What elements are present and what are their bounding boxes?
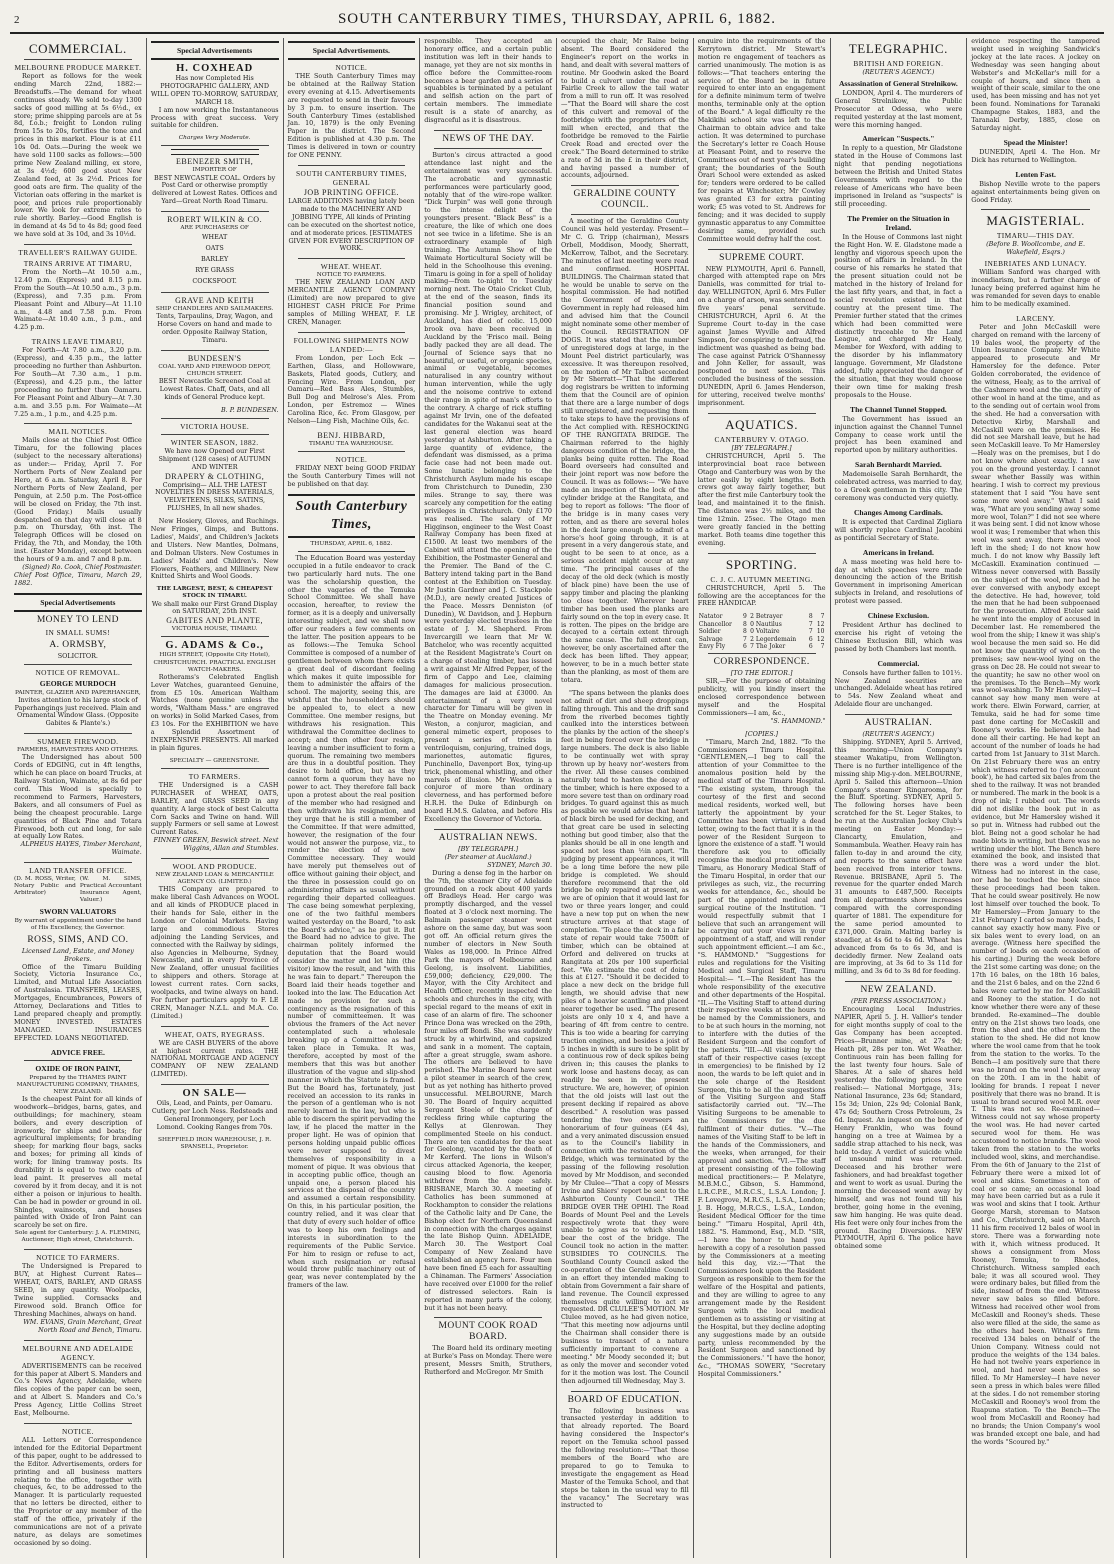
spead-heading: Spead the Minister! xyxy=(1003,137,1068,147)
handicap-weight: 7 xyxy=(820,613,825,621)
ross-text: Office of the Timaru Building Society, Victoria Insurance Co., Limited, and Mutual Life Association of Australasia. TRANSFERS, LEASES, Mortgages, Encumbrances, Powers of Attorney, Declarations and Titles to Land prepared cheaply and promptly. MONEY INVESTED. ESTATES MANAGED. INSURANCES EFFECTED. LOANS NEGOTIATED. xyxy=(14,962,142,1042)
column-3 xyxy=(284,38,421,1558)
paper-date: THURSDAY, APRIL 6, 1882. xyxy=(310,540,393,547)
handicap-weight: 7 xyxy=(808,620,813,628)
supreme-text: NEW PLYMOUTH, April 6. Pannell, charged with attempted rape on Mrs Daniells, was committed for trial to-day. WELLINGTON, April 6. Mrs Fuller on a charge of arson, was sentenced to five years' penal servitude. CHRISTCHURCH, April 6. At the Supreme Court to-day in the case against James Wyville and Alfred Simpson, for conspiring to defraud, the indictment was quashed as being bad. The case against Patrick O'Shannessy and John Keller, for assault, was postponed to next session. This concluded the business of the session. DUNEDIN, April 6. James Henderson, for uttering, received twelve months' imprisonment. xyxy=(697,264,826,407)
to-farmers-heading: TO FARMERS. xyxy=(188,771,241,781)
farmers-signature: WM. EVANS, Grain Merchant, Great North Road and Bench, Timaru. xyxy=(23,1317,142,1334)
wheat-text: THE NEW ZEALAND LOAN AND MERCANTILE AGENCY COMPANY (Limited) are now prepared to give HIGHEST CASH PRICE For Prime samples of Milling WHEAT, F. LE CREN, Manager. xyxy=(287,278,416,326)
ross-name: ROSS, SIMS, AND CO. xyxy=(27,934,129,945)
iron-agent: Sole agent for Canterbury: J. A. FLEMING, Auctioneer, High street, Christchurch. xyxy=(14,1230,141,1244)
education-text: The following business was transacted yesterday in addition to that already reported. The Board having considered the Inspector's report on the Temuka school passed the following resolution:—"That those members of the Board who are prepared to go to Temuka to investigate the engagement as Head Master of the Temuka School, and that steps be taken in the usual way to fill the vacancy." The Secretary was instructed to xyxy=(561,1406,689,1510)
bundesen-subheading: COAL YARD AND FIREWOOD DEPOT, CHURCH STREET. xyxy=(158,363,271,378)
handicap-weight: 9 xyxy=(742,613,747,621)
handicap-weight: 6 xyxy=(808,635,813,643)
land-right: (W. M. SIMS, Practical Accountant Insurance Agent, Valuer.) xyxy=(79,876,142,904)
telegraphic-sub: BRITISH AND FOREIGN. xyxy=(853,59,944,68)
coxhead-name: H. COXHEAD xyxy=(176,63,254,74)
wheat-oats-text: WE are CASH BUYERS of the above at highest current rates. THE NATIONAL MORTGAGE AND AGENCY COMPANY OF NEW ZEALAND (LIMITED). xyxy=(150,1038,279,1079)
handicap-row xyxy=(698,613,826,620)
on-sale-text: Oils, Lead, and Paints, per Oamaru. Cutlery, per Loch Ness. Redsteads and General Ironmongery, per Loch Lomond. Cooking Ranges from 70s. xyxy=(151,1099,278,1131)
handicap-weight: 6 xyxy=(742,643,747,650)
handicap-horse: Legerdemain xyxy=(755,635,797,643)
mail-heading: MAIL NOTICES. xyxy=(48,427,108,437)
wool-heading: WOOL AND PRODUCE. xyxy=(172,862,257,872)
commercial-heading: COMMERCIAL. xyxy=(28,41,127,56)
adams-body: Rotherams's Celebrated English Lever Watches, guaranteed Genuine, from £5 10s. American Waltham Watches (none genuine unless the words, "Waltham Mass." are engraved on works) in Solid Marked Cases, from £3 10s. For the EXHIBITION we have a Splendid Assortment of INEXPENSIVE PRESENTS. All marked in plain figures. xyxy=(150,672,279,752)
supreme-heading: SUPREME COURT. xyxy=(719,252,805,263)
trains-leave-text: For North—At 7.80 a.m., 3.20 p.m. (Express), and 4.35 p.m., the latter proceeding no further than Ashburton. For South—At 7.30 a.m., 1 p.m. (Express), and 4.25 p.m., the latter proceeding no further than Oamaru. For Pleasant Point and Albury—At 7.30 a.m. and 3.55 p.m. For Waimate—At 7.25 a.m., 1 p.m., and 4.25 p.m. xyxy=(14,346,142,418)
jobprint-heading: SOUTH CANTERBURY TIMES, GENERAL xyxy=(295,168,407,187)
correspondence-signature: "S. HAMMOND." xyxy=(770,716,826,725)
column-6 xyxy=(694,38,831,1558)
coxhead-text: Has now Completed His PHOTOGRAPHIC GALLERY, AND WILL OPEN TO-MORROW, SATURDAY, MARCH 18. xyxy=(150,74,279,106)
bundesen-heading: BUNDESEN'S xyxy=(187,353,242,363)
americans-text: A mass meeting was held here to-day at which speeches were made denouncing the action of the British Government in imprisoning American subjects in Ireland, and resolutions of protest were passed. xyxy=(834,557,963,606)
chinese-text: President Arthur has declined to exercise his right of vetoing the Chinese Exclusion Bill, which was passed by both Chambers last month. xyxy=(834,621,963,653)
education-heading: BOARD OF EDUCATION. xyxy=(567,1394,683,1405)
notice-text-3: THE South Canterbury Times may be obtained at the Railway Station every evening at 4.15. Advertisements are requested to send in their favours by 3 p.m. to ensure insertion. The South Canterbury Times (established Jan. 10, 1879) is the only Evening Paper in the district. The Second Edition is published at 4.30 p.m. The Times is delivered in town or country for ONE PENNY. xyxy=(287,72,416,160)
market-text: Report as follows for the week ending March 22nd, 1882:— Breadstuffs.—The demand for wheat continues steady. We sold to-day 1300 sacks of good milling at 5s 6½d., ex store; prime shipping parcels are at 5s 8d, f.o.b.; freight to London ruling from 15s to 20s, fortifies the tone and prices in this market. Flour is at £11 10s 0d. Oats.—During the week we have sold 1100 sacks as follows:—500 prime New Zealand milling, ex store, at 3s 4½d; 600 good stout New Zealand feed, at 3s 2½d. Prices for good oats are firm. The quality of the Victorian oats offering in the market is poor, and prices rule proportionably lower. We look for extreme rates to rule shortly. Barley.—Good English is in demand at 4s 5d to 4s 8d; good feed we have sold at 3s 10d, and 3s 10½d. xyxy=(14,72,142,239)
column-8 xyxy=(967,38,1104,1558)
smith-ornament xyxy=(171,149,259,155)
australian-heading: AUSTRALIAN. xyxy=(864,718,933,729)
lunacy-heading: INEBRIATES AND LUNACY. xyxy=(984,259,1087,269)
american-text: In reply to a question, Mr Gladstone stated in the House of Commons last night that pending negotiations between the British and United States Governments with regard to the release of Americans who have been imprisoned in Ireland as "suspects" is still proceeding. xyxy=(834,144,963,208)
paper-title-banner xyxy=(288,494,416,538)
firewood-heading: SUMMER FIREWOOD. xyxy=(37,737,119,747)
handicap-horse: Natator xyxy=(698,613,723,621)
coxhead-small: Charges Very Moderate. xyxy=(178,135,251,142)
correspondence-heading: CORRESPONDENCE. xyxy=(713,657,810,668)
winter-heading: WINTER SEASON, 1882. xyxy=(170,437,259,447)
bernhardt-text: Mademoiselle Sarah Bernhardt, the celebrated actress, was married to day, to a Greek gentleman in this city. The ceremony was conducted very quietly. xyxy=(834,470,963,502)
to-farmers-text: THE Undersigned is a CASH PURCHASER of WHEAT, OATS, BARLEY, and GRASS SEED in any quantity. A large stock of best Calcutta Corn Sacks and Twine on hand. Will supply Farmers or sell same at Lowest Current Rates. xyxy=(150,780,279,837)
handicap-weight: 7 xyxy=(820,643,825,650)
page-number: 2 xyxy=(14,14,20,26)
special-ads-heading-3: Special Advertisements. xyxy=(312,46,390,55)
road-board-text: The Board held its ordinary meeting at Burke's Pass on Monday. There were present, Messrs Smith, Struthers, Rutherford and McGregor. Mr Smith xyxy=(424,1344,553,1377)
valuers-heading: SWORN VALUATORS xyxy=(39,906,117,916)
aquatics-heading: AQUATICS. xyxy=(725,416,799,432)
wilkin-item: RYE GRASS xyxy=(195,266,234,275)
wilkin-item: OATS xyxy=(205,244,224,253)
handicap-horse: Envy Fly xyxy=(698,643,726,650)
iron-heading: OXIDE OF IRON PAINT, xyxy=(35,1063,121,1073)
mail-signature: (Signed) Ro. Cook, Chief Postmaster. xyxy=(22,562,142,571)
smith-name: EBENEZER SMITH, xyxy=(175,157,254,167)
premier-text: In the House of Commons last night the Right Hon. W. E. Gladstone made a lengthy and vigorous speech upon the position of affairs in Ireland. In the course of his remarks he stated that the present situation could not be matched in the history of Ireland for the last fifty years, and that, in fact a social revolution existed in that country at the present time. The Premier further stated that the crimes which had been committed were distinctly traceable to the Land League, and charged Mr Healy, Member for Wexford, with adding to the disorder by his inflammatory language. Government, Mr Gladstone added, fully appreciated the danger of the situation, that they would choose their own time for making fresh proposals to the House. xyxy=(834,232,963,399)
column-1 xyxy=(10,38,147,1558)
mail-office: Chief Post Office, Timaru, March 29, 1882. xyxy=(14,570,142,587)
jobprint-heading-2: JOB PRINTING OFFICE. xyxy=(303,187,399,197)
aquatics-sub: CANTERBURY V. OTAGO. xyxy=(714,434,809,444)
winter-text: We have now Opened our First Shipment (128 cases) of AUTUMN AND WINTER xyxy=(158,446,271,471)
commercial-news-heading: Commercial. xyxy=(877,658,920,668)
sporting-heading: SPORTING. xyxy=(725,556,798,572)
railway-heading: TRAVELLER'S RAILWAY GUIDE. xyxy=(18,248,138,258)
road-board-continued: occupied the chair, Mr Raine being absent. The Board considered the Engineer's report on the works in hand, and dealt with several matters of routine. Mr Goodwin asked the Board to build a culvert under the road at Fairlie Creek to allow the tail water from a mill to run off. It was resolved—"That the Board will share the cost of this culvert and removal of the footbridge with the proprietors of the mill when erected, and that the footbridge be removed to the Fairlie Creek Road and erected over the creek." The Board determined to strike a rate of 3d in the £ in their district, and having passed a number of accounts, adjourned. xyxy=(561,38,689,180)
ross-role: Licensed Land, Estate, and Money Brokers. xyxy=(21,946,134,963)
shipments-text: From London, per Loch Eck — Earthen, Glass, and Hollowware, Baskets, Plated goods, Cutlery, and Fencing Wire. From London, per Oamaru—Red Bass Ales, Stumbles, Bull Dog and Melrose's Ales. From London, per Estremoz — Wines Carolina Rice, &c. From Glasgow, per Nelson—Ling Fish, Machine Oils, &c. xyxy=(287,353,416,426)
handicap-row xyxy=(698,636,826,643)
bundesen-text: BEST Newcastle Screened Coal at Lowest Rates. Chaff, Oats, and all kinds of General Produce kept. xyxy=(158,377,271,401)
commercial-news-text: Consols have further fallen to 101½. New Zealand securities are unchanged. Adelaide wheat has retired to 54s. New Zealand wheat and Adelaide flour are unchanged. xyxy=(834,668,963,709)
adams-text: HIGH STREET, (Opposite City Hotel), CHRISTCHURCH. PRACTICAL ENGLISH WATCH-MAKERS. xyxy=(153,652,276,673)
handicap-weight: 10 xyxy=(816,628,825,636)
special-ads-heading: Special Advertisements xyxy=(40,597,116,607)
handicap-weight: 7 xyxy=(808,628,813,636)
drapery-items: Comprising— ALL THE LATEST NOVELTIES IN DRESS MATERIALS, VELVETEENS, SILKS, SATINS, PLUSHES, In all new shades. xyxy=(155,480,275,513)
sporting-sub: C. J. C. AUTUMN MEETING. xyxy=(710,574,813,584)
australian-news-sub: [BY TELEGRAPH.] xyxy=(458,845,519,853)
firewood-text: The Undersigned has about 500 Cords of EDGING, cut in 4ft lengths, which he can place on board Trucks, at Railway Station, Waimate, at 8s 6d per cord. This Wood is specially to recommend to Farmers, Harvesters, Bakers, and all consumers of Fuel as being the cheapest procurable. Large quantities of Black Pine and Totara Firewood, both cut and long, for sale at equally Low Rates. xyxy=(14,753,142,841)
premier-heading: The Premier on the Situation in Ireland. xyxy=(847,213,950,232)
bundesen-signature: B. P. BUNDESEN. xyxy=(220,405,279,414)
nz-text: Encouraging Local Industries. NAPIER, April 5. J. H. Vallier's tender for eight months supply of coal to the Gas Company has been accepted. Prices—Brunner mine, at 27s 9d; Heath pit, 28s per ton. Wet Weather. Continuous rain has been falling for the last twenty four hours. Sale of Shares. At a sale of shares held yesterday the following prices were realised:— National Mortgage, 31s; National Insurance, 23s 6d; Standard, 15s 3d; Union, 22s 9d; Colonial Bank, 47s 6d; Southern Cross Petroleum, 2s 6d. Inquest. An inquest on the body of Henry Franklin, who was found hanging on a tree at Waimea by a saddle strap attached to his neck, was held to-day. A verdict of suicide while of unsound mind was returned. Deceased and his brother were fashioners, and had breakfast together and went to work as usual. During the morning the deceased went away by himself, and was not found till his brother, going home in the evening, saw him hanging. He was quite dead. His feet were only four inches from the ground. Racing Diversions. NEW PLYMOUTH, April 6. The police have obtained some xyxy=(834,1005,963,1251)
iron-subheading: Prepared by the THAMES PAINT MANUFACTURING COMPANY, THAMES, NEW ZEALAND. xyxy=(16,1074,140,1095)
handicap-horse: Chancellor xyxy=(698,620,732,628)
magisterial-sub: TIMARU—THIS DAY. xyxy=(996,231,1075,241)
wilkin-item: WHEAT xyxy=(201,233,228,242)
road-board-heading: MOUNT COOK ROAD BOARD. xyxy=(438,1321,538,1343)
handicap-row xyxy=(698,621,826,628)
telegraphic-sub2: (REUTER'S AGENCY.) xyxy=(862,68,935,76)
on-sale-signature: SHEFFIELD IRON WAREHOUSE, J. R. SPANSELL, Proprietor. xyxy=(157,1136,272,1150)
newspaper-page xyxy=(10,6,1104,1558)
wool-subheading: NEW ZEALAND LOAN & MERCANTILE AGENCY CO. (LIMITED.) xyxy=(155,872,274,886)
geraldine-text-2: "The spans between the planks does not admit of dirt and sheep droppings falling through. This and the drift sand from the riverbed becomes tightly caulked into the interstices between the planks by the action of the sheep's feet in being forced over the bridge in large numbers. The deck is also liable to be continually wet with spray thrown up by heavy nor'-westers from the river. All these causes combined naturally tend to hasten the decay of the timber, which is here exposed to a more severe test than on ordinary road bridges. To guard against this as much as possible we would advise that heart of black birch be used for decking, and that great care be used in selecting nothing but good timber, also that the planks should be all in one length and spaced not less than ½in apart. "In judging by present appearances, it will be a long time before the new pile bridge is completed. We should therefore recommend that the old bridge be only repaired at present, as we are of opinion that it would last for two or three years longer, and could have a new top put on when the new structure arrives at that stage of completion. "To place the deck in a fair state of repair would take 7500ft of timber, which can be obtained at Orford and delivered on trucks at Rangitata at 20s per 100 superficial feet. "We estimate the cost of doing this at £127. "Should it be decided to place a new deck on the bridge full length, we should advise that new piles of a heavier scantling and placed nearer together be used. "The present joists are only 10 x 4, and have a bearing of 4ft from centre to centre. This is too wide a bearing for carrying traction engines, and besides a joist of 5 inches in width is sure to be split by a continuous row of deck spikes being driven in; this causes the planks to work loose and hastens decay, as can readily be seen in the present structure. We are, however, of opinion that the old joists will last out the present decking if repaired as above described." A resolution was passed tendering the two overseers an honorarium of four guineas (£4 4s), and a very animated discussion ensued as to the Council's liability in connection with the restoration of the Bridge, which was terminated by the passing of the following resolution moved by Mr Moddison, and seconded by Mr Clulee—"That a copy of Messrs Irvine and Shiers' report be sent to the Ashburton County Council." THE BRIDGE OVER THE OPIHI. The Road Boards of Mount Peel and the Levels respectively wrote that they were unable to agree as to which should bear the cost of the bridge. The Council took no action in the matter. SUBSIDIES TO COUNCILS. The Southland County Council asked the co-operation of the Geraldine Council in an effort they intended making to obtain from Government a fair share of land revenue. The Council expressed themselves quite willing to act as requested. DR CLULEE'S MOTION. Mr Clulee moved, as he had given notice, "That this meeting now adjourns until the Chairman shall consider there is business to transact of a nature sufficiently important to convene a meeting." Mr Moody seconded it; but as only the mover and seconder voted for it the motion was lost. The Council then adjourned till Wednesday, May 3. xyxy=(561,688,689,1385)
hibbard-sub: TIMARU TEA WAREHOUSE. xyxy=(309,441,394,447)
notice-text: ALL Letters or Correspondence intended for the Editorial Department of this paper, ought to be addressed to the Editor. Advertisements, orders for printing and all business matters relating to the office, together with cheques, &c, to be addressed to the Manager. It is particularly requested that no letters be directed, either to the Proprietor or any member of the staff of the office, privately if the communications are not of a private nature, as delays are sometimes occasioned by so doing. xyxy=(14,1435,142,1547)
victoria-heading: VICTORIA HOUSE. xyxy=(180,421,250,431)
handicap-weight: 7 xyxy=(742,635,747,643)
wheat-subheading: NOTICE TO FARMERS. xyxy=(316,272,386,279)
handicap-weight: 12 xyxy=(816,620,825,628)
telegraphic-heading: TELEGRAPHIC. xyxy=(848,41,949,56)
handicap-weight: 8 xyxy=(742,620,747,628)
handicap-weight: 0 xyxy=(750,628,754,636)
handicap-row xyxy=(698,628,826,635)
magisterial-heading: MAGISTERIAL. xyxy=(986,213,1085,229)
money-heading: MONEY TO LEND xyxy=(36,614,119,625)
lunacy-text: William Sanford was charged with incendiarism, but a further charge of lunacy being preferred against him he was remanded for seven days to enable him to be medically examined. xyxy=(971,268,1100,308)
handicap-weight: 0 xyxy=(750,620,754,628)
notice-heading: NOTICE. xyxy=(62,1426,94,1436)
firewood-subheading: FARMERS, HARVESTERS AND OTHERS. xyxy=(17,747,139,754)
special-ads-heading-2: Special Advertisements xyxy=(176,46,253,55)
australian-news-text: During a dense fog in the harbor on the 7th, the steamer City of Adelaide grounded on a rock about 400 yards off Bradleys Head. Her cargo was promptly discharged, and the vessel floated at 3 o'clock next morning. The Balmain passenger steamer went ashore on the same day, but was soon got off. An official return gives the number of electors in New South Wales as 198,000. In Prince Alfred Park the mayors of Melbourne and Geelong, is insolvent. Liabilities, £59,000; deficiency, £29,000. The Mayor, with the City Architect and Health Officer, recently inspected the schools and churches in the city, with special regard to the means of exit in case of an alarm of fire. The schooner Prince Dona was wrecked on the 29th, four miles off Bondi. She was suddenly struck by a whirlwind, and capsized and sank in a moment. The captain, after a great struggle, swam ashore. The others are believed to have perished. The Marine Board have sent a pilot steamer in search of the crew, but as yet nothing has hitherto proved unsuccessful. MELBOURNE, March 30. The Board of Inquiry acquitted Sergeant Steele of the charge of reckless firing while capturing the Kellys at Glenrowan. They complimented Steele on his conduct. There are ten candidates for the seat for Geelong, vacated by the death of Mr Kerferd. The lions in Wilson's circus attacked Agenoria, the keeper, causing blood to flow. Agenoria withdrew from the cage safely. BRISBANE, March 30. A meeting of Catholics has been summoned at Rockhampton to consider the relations of the Catholic laity and Dr Cane, the Bishop elect for Northern Queensland in connection with the charges against the late Bishop Quinn. ADELAIDE, March 30. The Westport Coal Company of New Zealand have established an agency here. Four men have been fined £5 each for assaulting a Chinaman. The Farmers' Association have received over £1000 for the relief of distressed selectors. Rain is reported in many parts of the colony, but it has not been heavy. xyxy=(424,868,552,1312)
tunnel-heading: The Channel Tunnel Stopped. xyxy=(850,404,947,414)
larceny-text: Peter and John McCaskill were charged on remand with the larceny of 19 bales wool, the property of the Union Insurance Company. Mr White appeared to prosecute and Mr Hamersley for the defence. Peter Golden corroborated, the evidence of the witness, Healy, as to the arrival of the Cashmere wool and the quantity of other wool in hand at the time, and as to the sending out of certain wool from the shed. He had a conversation with Detective Kirby, Marshall and McCaskill were on the premises. He did not see Marshall leave, but he had seen McCaskill leave. To Mr Hamersley—Healy was on the premises, but I do not know where about exactly. I saw you on the ground yesterday. I cannot swear whether Bassily was within hearing. I wish to correct my previous statement that I said "You have sent some more wool away." What I said was, "What are you sending away some more wool, Tolan?" I did not see where it was being sent. I did not know whose wool it was; I remember that when this wool was sent away, there was wool left in the shed; I do not know how much. I do not know why Bassily left McCaskill. Examination continued — Witness never conversed with Bassily on the subject of the wool, nor had he ever conversed with anybody except the detective. He had, however, told the men that he had been subpoenaed for the prosecution. Alfred Eteler said he went into the employ of accused in December last. He remembered the wool from the ship; I knew it was ship's wool because the men said so. He did not know the quantity of wool on the premises; saw new-wool lying on the grass on Dec 28. He could not swear to the quantity; he saw no other wool on the premises. To the Bench—My work was wool-washing. To Mr Hamersley—I cannot say how many men were at work there. Elwin Forward, carrier, at Temuka, said he had for some time past done carting for McCaskill and Rooney's works. He believed he had done all their carting. He had kept an account of the number of loads he had carted from 1st January to 31st March. On 21st February there was an entry which witness referred to ('on account book'), he had carted six bales from the shed to the railway. It was not branded or numbered. The mark in the book is a drop of ink; I rubbed out. The words did not dislike the book put in as evidence, but Mr Hamersley wished it so put in. Witness had rubbed out the blot. Being not a good scholar he had made blots in writing, but there was no writing under the blot. The Bench here examined the book, and insisted that there was a word under the blot. Witness had no interest in the case, nor had he touched the book since these proceedings had been taken. That he could swear positively. He now lost himself over touched the book. To Mr Hamersley—From January to the 21st February I carted so many loads, I cannot say exactly how many. Five or six bales went to every load, on an average. (Witness here specified the number of loads on each occasion of his carting.) During the week before the 21st some carting was done; on the 17th 16 bales, on the 18th 16 bales, and the 21st 6 bales, and on the 22nd 6 bales were carted by me for McCaskill and Rooney to the station. I do not know whether there were any of these branded. Re-examined—The double entry on the 21st shows two loads, one from the shed and the other from the station to the shed. He did not know where the wool came from that he took from the station to the works. To the Bench—I am positively sure that there was no brand on the wool I took away on the 20th. I am in the habit of looking for brands. I repeat I never positively that there was no brand. It is usual to brand secured wool M.R. over T. This was not so. Re-examined—Witness could not say whose property the wool was. He had never carted secured wool for them. He was accustomed to notice brands. The wool taken from the station to the works included wool, skins, and merchandise. From the 6th of January to the 21st of February there were a mixed lot of wool and skins. Sometimes a ton of coal or so came; an occasional load may have been carried but as a rule it was wool and skins that I took. Arthur George Marsh, storeman to Matson and Co., Christchurch, said on March 11 his firm received 12 bales of wool in store. There was a forwarding note with it, which witness produced. It shows a consignment from Moss Rooney, Temuka, to Rhodes, Christchurch. Witness sampled each bale; it was all scoured wool. They were ordinary bales, but filled from the side, instead of from the end. Witness never saw bales so filled before. Witness had received other wool from McCaskill and Rooney's sheds. These also were filled at the side, the same as the others had been. Witness's firm received 134 bales on behalf of the Union Company. Witness could not produce the weights of the 134 bales. He had not twelve years experience in wool, and had never seen bales so filled. To Mr Hamersley—I have never seen a press in which bales were filled at the sides. I do not remember storing McCaskill and Rooney's wool from the Ruapuna station. To the Bench—The wool from McCaskill and Rooney had no brands; the Union Company's wool was branded except one bale, and had the words "Scoured by." xyxy=(971,322,1100,1446)
columns xyxy=(10,38,1104,1558)
wilkin-role: ARE PURCHASERS OF xyxy=(180,225,249,232)
to-farmers-signature: FINNEY GREEN, Beswick street. Next Wiggins, Allan and Stumbles. xyxy=(153,836,279,853)
wilkin-items xyxy=(151,232,279,287)
ormsby-role: SOLICITOR. xyxy=(57,651,98,660)
keith-name: GRAVE AND KEITH xyxy=(175,296,255,306)
handicap-weight: 2 xyxy=(750,613,754,621)
geraldine-text: A meeting of the Geraldine County Council was held yesterday. Present—Mr C. G. Tripp (chairman), Messrs Orbell, Moddison, Moody, Sherratt, McKerrow, Talbot, and the Secretary. The minutes of last meeting were read and confirmed. HOSPITAL BUILDINGS. The Chairman stated that he would be unable to serve on the hospital commission. He had notified the Government of this, and Government in reply had released him and advised him that the Council might nominate some other member of the Council. REGISTRATION OF DOGS. It was stated that the number of unregistered dogs at large, in the Mount Peel district particularly, was excessive. It was thereupon resolved, on the motion of Mr Talbot seconded by Mr Sherratt—"That the different dog registrars be written to informing them that the Council are of opinion that there are a large number of dogs still unregistered, and requesting them to take steps to have the provisions of the Act complied with. RESHOCKING OF THE RANGITATA BRIDGE. The Chairman referred to the highly dangerous condition of the bridge, the planks being quite rotten. The Road Board overseers had consulted and their joint report was now before the Council. It was as follows:— "We have made an inspection of the lock of the cylinder bridge at the Rangitata, and beg to report as follows: "The floor of the bridge is in many cases very rotten, and as there are several holes in the deck large enough to admit of a horse's hoof going through, it is at present in a very dangerous state, and ought to be seen to at once, as a serious accident might occur at any time. "The principal causes of the decay of the old deck (which is mostly of black pine) have been the use of sappy timber and placing the planking too close together. Wherever heart timber has been used the planks are fairly sound on the top in every case. It is rotten. The pipes on the bridge are decayed to a certain extent through the same cause. The full extent can, however, be only ascertained after the deck has been lifted. They appear, however, to be in a much better state than the planking, as most of them are totara. xyxy=(561,217,689,684)
handicap-row xyxy=(698,643,826,650)
land-heading: LAND TRANSFER OFFICE. xyxy=(29,866,127,876)
copies-heading: [COPIES.] xyxy=(745,729,779,738)
column-5 xyxy=(557,38,694,1558)
murdoch-role: PAINTER, GLAZIER AND PAPERHANGER, xyxy=(15,689,141,696)
responsible-text: responsible. They accepted an honorary office, and a certain public institution was left in their hands to manage, yet they are not six months in office before the Committee-room becomes a bear garden and a series of squabbles is terminated by a petulant and selfish action on the part of certain members. The immediate result is a state of anarchy, as disgraceful as it is disastrous. xyxy=(424,38,552,125)
handicap-weight: 6 xyxy=(808,643,813,650)
iron-text: Is the cheapest Paint for all kinds of woodwork—bridges, barns, gates, and outbuildings; for machinery, steam boilers, and every description of ironwork; for ships and boats; for agricultural implements; for branding sheep; for marking flour bags, sacks and boxes; for priming all kinds of work; for lining tramway posts. Its durability it is equal to two coats of lead paint. It preserves all metal covered by it from decay, and it is not either a poison or injurious to health. Can be had in powder or ground in oil. Shingles, wainscots, and houses painted with Oxide of Iron Paint can scarcely be set on fire. xyxy=(14,1094,142,1230)
drapery-heading: DRAPERY & CLOTHING, xyxy=(165,471,265,481)
column-7 xyxy=(831,38,968,1558)
market-heading: MELBOURNE PRODUCE MARKET. xyxy=(14,63,142,72)
gabites-name: GABITES AND PLANTE, xyxy=(166,616,264,626)
correspondence-sub: [TO THE EDITOR.] xyxy=(730,669,793,678)
column-4 xyxy=(420,38,557,1558)
farmers-heading: NOTICE TO FARMERS. xyxy=(36,1253,120,1263)
handicap-horse: Betrayer xyxy=(755,613,783,621)
assassination-text: LONDON, April 4. The murderers of General Strelnikow, the Public Prosecutor at Odessa, who were requited yesterday at the last moment, were this morning hanged. xyxy=(834,88,963,129)
handicap-weight: 8 xyxy=(742,628,747,636)
americans-heading: Americans in Ireland. xyxy=(862,547,934,557)
american-heading: American "Suspects." xyxy=(862,134,935,144)
handicap-weight: 12 xyxy=(816,635,825,643)
news-text: Burton's circus attracted a good attendance last night and the entertainment was very successful. The acrobatic and gymnastic performances were particularly good, notably that of the wire-rope walker. "Dick Turpin" was well gone through to the intense delight of the youngsters present. "Black Bess" is a creature, the like of which one does not see twice in a lifetime. She is an extraordinary example of high training. The Autumn Show of the Waimate Horticultural Society will be held in the Schoolhouse this evening. Timaru is going in for a spell of holiday making—from to-night to Tuesday morning next. The Otaio Cricket Club, at the end of the season, finds its financial position sound and promising. Mr J. Wrigley, architect, of Auckland, has died of colic. 15,000 brook ova have been received in Auckland by the 'Frisco mail. Being badly packed they are all dead. The Journal of Science says that no beautiful, or useful, or organic species, animal or vegetable, becomes naturalised in any country without human intervention, while the ugly and the noisome contrive to extend their range in spite of man's efforts to the contrary. A charge of rick stuffing against Mr Irvin, one of the defeated candidates for the Wakanui seat at the last general election was heard yesterday at Ashburton. After taking a large quantity of evidence, the defendant was dismissed, as a prima facie case had not been made out. Some lunatic belonging to the Christchurch Asylum made his escape from Christchurch to Dunedin, 230 miles. Strange to say, there was scarcely any competition for the eating privileges in Christchurch. Only £170 was realised. The salary of Mr Higginson, engineer to the West Coast Railway Company has been fixed at £1500. At least two members of the Cabinet will attend the opening of the Exhibition, the Postmaster General and the Premier. The Band of the C. Battery intend taking part in the Band contest at the Exhibition on Tuesday. Mr Justin Gardner and J. C. Stackpole (M.D.), are newly created Justices of the Peace. Messrs Denniston (of Dunedin), W. Davidson, and J. Hepburn were yesterday elected trustees in the estate of J. M. Shepherd. From Invercargill we learn that Mr W. Batchelor, who was recently acquitted at the Resident Magistrate's Court on a charge of stealing timber, has issued a writ against Mr Alfred Pepper, of the firm of Cappo and Lee, claiming damages for malicious prosecution. The damages are laid at £3000. An entertainment of a very novel character for Timaru will be given in the Theatre on Monday evening. Mr Weston, a conjuror, magician, and general mimetic expert, proposes to present a series of tricks in ventriloquism, conjuring, trained dogs, marionettes, automatic figures, Punchinello, Davenport Box, tying-up trick, phenomenal whistling, and other marvels of illusion. Mr Weston is a conjuror of more than ordinary cleverness, and has performed before H.R.H. the Duke of Edinburgh on board H.M.S. Galatea, and before His Excellency the Governor of Victoria. xyxy=(424,150,553,824)
masthead-title: SOUTH CANTERBURY TIMES, THURSDAY, APRIL 6, 1882. xyxy=(337,10,777,27)
removal-heading: NOTICE OF REMOVAL. xyxy=(35,667,121,677)
wheat-heading: WHEAT. WHEAT. xyxy=(320,262,382,272)
lenten-heading: Lenten Fast. xyxy=(1015,169,1056,179)
column-2 xyxy=(147,38,284,1558)
larceny-heading: LARCENY. xyxy=(1016,313,1056,323)
copies-text: "Timaru, March 2nd, 1882. "To the Commissioners Timaru Hospital. "GENTLEMEN,—I beg to call the attention of your Committee to the anomalous position held by the medical staff of the Timaru Hospital. "The existing system, through the courtesy of the first and second medical residents, worked well, but latterly the appointment by your Committee has been virtually a dead letter, owing to the fact that it is in the power of the Resident Surgeon to ignore the existence of a staff. "I would therefore ask you to officially recognise the medical practitioners of Timaru, as Honorary Medical Staff of the Timaru Hospital, in order that our privileges as such, viz., the recurring weeks for attendance, &c., should be part of the appointed medical and surgical routine of the Institution. "I would respectfully submit that I believe that such an arrangement will be carrying out your views in your appointment of a staff, and will render such appointment efficient.—I am &c., "S. HAMMOND." "Suggestions for rules and regulations for the Visiting Medical and Surgical Staff, Timaru Hospital:— "I.—The Resident has the whole responsibility of the executive and other departments of the Hospital. "II.—The Visiting Staff to attend during their respective weeks at the hours to be named by the Commissioners, and to be at such hours in the morning, not to interfere with the duties of the Resident Surgeon and the comfort of the patients. "III.—All visiting by the staff of their respective cases (except in emergencies) to be finished by 12 noon, the wards to be left quiet and in the sole charge of the Resident Surgeon, this to be all the suggestions of the Visiting Surgeon and Staff satisfactorily carried out. "IV.—The Visiting Surgeons to be amenable to the Commissioners for the due fulfilment of their duties. "V.—The names of the Visiting Staff to be left in the hands of the Commissioners, and the weeks, when arranged, for their approval and sanction. "VI.—The staff at present consisting of the following medical practitioners:— P. Melatyre, M.B.M.C., Gibson, S. Hammond, L.R.C.P.E., M.R.C.S., L.S.A. London; J. F. Lovegrove, M.R.C.S., L.S.A., London; J. B. Hogg, M.R.C.S., L.S.A., London, Resident Medical Officer for the time being." "Timaru Hospital, April 4th, 1882. "S. Hammond, Esq., M.D. "SIR,—I have the honor to hand you herewith a copy of a resolution passed by the Commissioners at a meeting held this day, viz.:—"That the Commissioners look upon the Resident Surgeon as responsible to them for the welfare of the Hospital and patients, and they are willing to agree to any arrangement made by the Resident Surgeon with the local medical gentlemen as to assisting or visiting at the Hospital, but they decline adopting any suggestions made by an outside party, unless recommended by the Resident Surgeon and sanctioned by the Commissioners.' "I have the honor, &c., "THOMAS SOWERY, "Secretary Hospital Commissioners." xyxy=(697,737,826,1379)
australian-text: Shipping. SYDNEY, April 5. Arrived, this morning—Union Company's steamer Wakatipu, from Wellington. There is no further intelligence of the missing ship Mig-y-don. MELBOURNE, April 5. Sailed this afternoon—Union Company's steamer Ringarooma, for the Bluff. Sporting. SYDNEY, April 5. The following horses have been scratched for the St. Leger Stakes, to be run at the Australian Jockey Club's meeting on Easter Monday:—Clancarty, Emulation, and Sommambula. Weather. Heavy rain has fallen to-day in and around the city, and reports to the same effect have been received from interior towns. Revenue. BRISBANE, April 5. The revenue for the quarter ended March 31 amounts to £487,500. Receipts from all departments show increases compared with the corresponding quarter of 1881. The expenditure for the same period amounted to £371,000. Grain. Malting barley is steadier, at 4s 6d to 4s 6d. Wheat has advanced from 6s to 6s 3d, and is decidedly firmer. New Zealand oats are improving, at 3s 6d to 3s 11d for milling, and 3s 6d to 3s 8d for feeding. xyxy=(834,738,963,976)
handicap-weight: 8 xyxy=(808,613,813,621)
wool-text: THIS Company are prepared to make liberal Cash Advances on WOOL and all kinds of PRODUCE placed in their hands for Sale, either in the London or Colonial Markets. Having large and commodious Stores adjoining the Landing Services, and connected with the Railway by sidings, also Agencies in Melbourne, Sydney, Newcastle, and in every Province of New Zealand, offer unusual facilities to shippers and others. Storage at lowest current rates. Corn sacks, woolpacks, and twine always on hand. For further particulars apply to F. LE CREN, Manager N.Z.L. and M.A. Co. (Limited.) xyxy=(150,885,279,1020)
handicap-table xyxy=(698,613,826,650)
wheat-oats-heading: WHEAT, OATS, RYEGRASS. xyxy=(164,1029,265,1039)
education-continued: enquire into the requirements of the Kerrytown district. Mr Stewart's motion re engagement of teachers as carried unanimously. The motion is as follows:—"That teachers entering the service of the Board be in future required to enter into an engagement for a definite minimum term of twelve months, terminable only at the option of the Board." A legal difficulty re the Makikihi school site was left to the Chairman to obtain advice and take action. It was determined to purchase the Secretary's letter re Coach House at Pleasant Point, and to reserve the Committees out of next year's building grant; the boundaries of the South Orari School were extended as asked for; tenders were ordered to be called for repairs at Winchester; Mr Cowley was granted £3 for extra painting work; £5 was voted to St. Andrews for fencing; and it was decided to supply gymnastic apparatus to any Committee desiring same, provided such Committee would defray half the cost. xyxy=(697,38,826,243)
coxhead-text-2: I am now working the Instantaneous Process with great success. Very suitable for children. xyxy=(150,105,279,130)
notice2-heading: NOTICE. xyxy=(335,455,368,465)
australian-news-heading: AUSTRALIAN NEWS. xyxy=(438,833,538,843)
on-sale-heading: ON SALE— xyxy=(182,1088,247,1100)
paper-title: South Canterbury Times, xyxy=(295,498,408,532)
notice-heading-3: NOTICE. xyxy=(335,63,368,72)
land-left: (D. M. ROSS, Writer, Notary Public and Arbitrator) xyxy=(14,876,76,897)
nz-heading: NEW ZEALAND. xyxy=(860,985,937,996)
australian-news-dateline: SYDNEY, March 30. xyxy=(487,860,552,869)
adelaide-heading: MELBOURNE AND ADELAIDE AGENCY. xyxy=(22,1343,134,1362)
aquatics-sub2: [BY TELEGRAPH.] xyxy=(731,443,792,452)
aquatics-text: CHRISTCHURCH, April 5. The interprovincial boat race between Otago and Canterbury was won by the latter easily by eight lengths. Both crews got away fairly together, but after the first mile Canterbury took the lead, and maintained it to the finish. The distance was 2½ miles, and the time 12min. 25sec. The Otago men were greatly fancied in the betting market. Both teams dine together this evening. xyxy=(697,451,826,547)
smith-text: BEST NEWCASTLE COAL. Orders by Post Card or otherwise promptly delivered at Lowest Rates. Offices and Yard—Great North Road Timaru. xyxy=(152,173,278,206)
wilkin-item: COCKSFOOT. xyxy=(192,277,237,286)
wilkin-name: ROBERT WILKIN & CO. xyxy=(167,215,263,225)
tunnel-text: The Government has issued an injunction against the Channel Tunnel Company to cease work until the project has been examined and reported upon by military authorities. xyxy=(834,414,963,455)
handicap-horse: Soldier xyxy=(698,628,721,636)
sporting-text: CHRISTCHURCH, April 5. The following are the acceptances for the FREE HANDICAP. xyxy=(697,583,826,608)
news-heading: NEWS OF THE DAY. xyxy=(442,133,534,144)
jobprint-text: LARGE ADDITIONS having lately been made to the MACHINERY AND JOBBING TYPE, All kinds of Printing can be executed on the shortest notice, and at moderate prices. [ESTIMATES GIVEN FOR EVERY DESCRIPTION OF WORK. xyxy=(287,196,416,253)
adams-name: G. ADAMS & Co., xyxy=(165,640,264,652)
bernhardt-heading: Sarah Bernhardt Married. xyxy=(855,460,942,470)
handicap-horse: Salvage xyxy=(698,635,723,643)
notice2-text: FRIDAY NEXT being GOOD FRIDAY the South Canterbury Times will not be published on that day. xyxy=(287,464,416,488)
leader-text: The Education Board was yesterday occupied in a futile endeavor to crack two particularly hard nuts. The one was the scholarship question, the other the vagaries of the Temuka School Committee. We shall have occasion, hereafter, to review the former, as it is a deeply and universally interesting subject, and we shall now offer our readers a few comments on the latter. The position appears to be as follows:—The Temuka School Committee is composed of a number of gentlemen between whom there exists a great deal of discordant feeling which makes it quite impossible for them to administer the affairs of the school. The majority, seeing this, are wishful that the householders should be appealed to, to elect a new Committee. One member resigns, but withdraws his resignation. This withdrawal the Committee declines to accept; and then other four resign, leaving a number insufficient to form a quorum. The remaining two members are thus in a doubtful position. They desire to hold office, but as they cannot form a quorum they have no power to act. They therefore fall back upon a protest about the real position of the member who had resigned and then withdrawn his resignation, and they urge that he is still a member of the Committee. If that were admitted, however, the resignation of the four would not answer the purpose, viz., to render the election of a new Committee necessary. They would have merely put themselves out of office without gaining their object, and the three in possession could go on administering affairs as usual without regarding their departed colleagues. The case being somewhat perplexing, one of the two faithful members waited yesterday on the Board, "to ask the Board's advice," as he put it. But the Board had no advice to give. The chairman politely informed the deputation that the Board would consider the matter and let him (the visitor) know the result, and "with this he was fain to depart." Thereupon the Board laid their heads together and looked into the law. The Education Act made no provision for such a contingency as the resignation of this number of committeemen. It was obvious the framers of the Act never contemplated such a wholesale breaking up of a Committee as had taken place in Temuka. It was, therefore, accepted by most of the members that this was but another illustration of the vague and slip-shod manner in which the Statute is framed. But the Board has, fortunately, just received an accession to its ranks in the person of a gentleman who is not merely learned in the law, but who is able to discern the spirit pervading the law, if he placed the matter in the proper light. He was of opinion that persons holding unpaid public offices were never supposed to divest themselves of responsibility in a moment of pique. It was obvious that in accepting public office, though an unpaid one, a person placed his services at the disposal of the country and assumed a certain responsibility. On this, in his particular position, the country relied, and it was clear that that duty of every such holder of office was to keep his own feelings and interests in subordination to the requirements of the Public Service. For him to resign or refuse to act, when such resignation or refusal would throw public machinery out of gear, was never contemplated by the framers of the law. xyxy=(287,553,416,1290)
firewood-signature: ALPHEUS HAYES, Timber Merchant, Waimate. xyxy=(20,840,142,857)
trains-leave-heading: TRAINS LEAVE TIMARU, xyxy=(31,337,125,347)
magisterial-sub2: (Before B. Woollcombe, and E. Wakefield, Esqrs.) xyxy=(986,240,1086,257)
keith-role: SHIP CHANDLERS AND SAILMAKERS. xyxy=(155,306,274,313)
cheapest-stock: THE LARGEST, BEST, & CHEAPEST STOCK IN TIMARU. xyxy=(156,586,273,600)
trains-arrive-heading: TRAINS ARRIVE AT TIMARU, xyxy=(23,259,133,269)
chinese-heading: Chinese Exclusion. xyxy=(867,611,929,621)
handicap-horse: Voltaire xyxy=(755,628,780,636)
trains-arrive-text: From the North—At 10.50 a.m., 12.40 p.m. (Express) and 8.15 p.m. From the South—At 10.50 a.m., 3 p.m. (Express), and 7.35 p.m. From Pleasant Point and Albury—At 11.10 a.m., 4.48 and 7.58 p.m. From Waimate—At 10.40 a.m., 3 p.m., and 4.25 p.m. xyxy=(14,268,142,332)
racing-continued: evidence respecting the tampered weight used in weighing Sandwick's jockey at the late races. A jockey on Wednesday was seen hanging about Webster's and McKellar's mill for a couple of hours, and since then a weight of their scale, similar to the one used, has been missing and has not yet been found. Nominations for Taranaki Champagne Stakes, 1883, and the Taranaki Derby, 1885, close on Saturday night. xyxy=(971,38,1100,132)
valuers-sub: By warrant of appointment under the hand of His Excellency, the Governor. xyxy=(14,917,142,931)
keith-text: Tents, Tarpaulins, Dray, Wagon, and Horse Covers on hand and made to order. Opposite Railway Station, Timaru. xyxy=(156,312,273,345)
drapery-text: New Hosiery, Gloves, and Ruchings. New Fringes, Gimps, and Buttons. Ladies', Maids', and Children's Jackets and Ulsters. New Mantles, Dolmans, and Dolman Ulsters. New Costumes in Ladies' Maids' and Children's. New Flowers, Feathers, and Millinery. New Knitted Shirts and Wool Goods. xyxy=(150,517,279,581)
opening-text: We shall make our First Grand Display on SATURDAY, 25th INST. xyxy=(151,599,278,616)
advice-free: ADVICE FREE. xyxy=(50,1047,105,1057)
adams-specialty: SPECIALTY — GREENSTONE. xyxy=(169,757,260,764)
lenten-text: Bishop Neville wrote to the papers against entertainments being given on Good Friday. xyxy=(971,179,1100,204)
gabites-sub: VICTORIA HOUSE, TIMARU. xyxy=(171,626,258,633)
smith-role: IMPORTER OF xyxy=(192,167,237,174)
australian-news-sub2: (Per steamer at Auckland.) xyxy=(444,852,532,861)
cardinals-text: It is expected that Cardinal Zigliara will shortly replace Cardinal Jacobini as pontificial Secretary of State. xyxy=(834,517,963,542)
handicap-horse: The Joker xyxy=(755,643,786,650)
cardinals-heading: Changes Among Cardinals. xyxy=(853,507,943,517)
assassination-heading: Assassination of General Strelnikow. xyxy=(838,78,958,88)
murdoch-text: Invites attention to his large stock of Paperhangings just received. Plain and Ornamental Window Glass. (Opposite Gabites & Plante's.) xyxy=(14,695,142,728)
wilkin-item: BARLEY xyxy=(200,255,229,264)
hibbard-name: BENJ. HIBBARD, xyxy=(317,431,386,440)
ormsby-name: A. ORMSBY, xyxy=(49,639,107,650)
money-subheading: IN SMALL SUMS! xyxy=(45,627,111,637)
correspondence-text: SIR,—For the purpose of obtaining publicity, will you kindly insert the enclosed correspondence between myself and the Hospital Commissioners—I am, &c., xyxy=(697,677,826,717)
farmers-text: The Undersigned is Prepared to BUY, at Highest Current Rates—WHEAT, OATS, BARLEY, AND GRASS SEED, in any quantity. Woolpacks, Twine supplied. Cornsacks and Firewood sold. Branch Office for Threshing Machines, always on hand. xyxy=(14,1262,142,1318)
australian-sub: (REUTER'S AGENCY.) xyxy=(862,730,935,739)
shipments-heading: FOLLOWING SHIPMENTS NOW LANDED:— xyxy=(293,335,410,354)
mail-text: Mails close at the Chief Post Office Timaru, for the following places (subject to the necessary alterations) as under:— Friday, April 7. For Northern Ports of New Zealand per Hero, at 6 a.m. Saturday, April 8. For Northern Ports of New Zealand, per Penguin, at 2.50 p.m. The Post-office will be closed on Friday, the 7th inst. (Good Friday.) Mails usually despatched on that day will close at 8 p.m. on Thursday, 6th inst. The Telegraph Offices will be closed on Friday, the 7th, and Monday, the 10th inst. (Easter Monday), except between the hours of 9 a.m. and 7 and 8 p.m. xyxy=(14,436,142,564)
handicap-weight: 2 xyxy=(750,635,754,643)
masthead xyxy=(10,6,1104,34)
spead-text: DUNEDIN, April 4. The Hon. Mr Dick has returned to Wellington. xyxy=(971,147,1100,164)
geraldine-heading: GERALDINE COUNTY COUNCIL. xyxy=(573,189,677,211)
handicap-horse: Nautilus xyxy=(755,620,782,628)
murdoch-name: GEORGE MURDOCH xyxy=(39,678,116,688)
handicap-weight: 7 xyxy=(750,643,754,650)
nz-sub: (PER PRESS ASSOCIATION.) xyxy=(851,997,946,1006)
adelaide-text: ADVERTISEMENTS can be received for this paper at Albert S. Manders and Co.'s News Agency, Adelaide, where files copies of the paper can be seen, and at Albert S. Manders and Co.'s Press Agency, Little Collins Street East, Melbourne. xyxy=(14,1361,142,1418)
